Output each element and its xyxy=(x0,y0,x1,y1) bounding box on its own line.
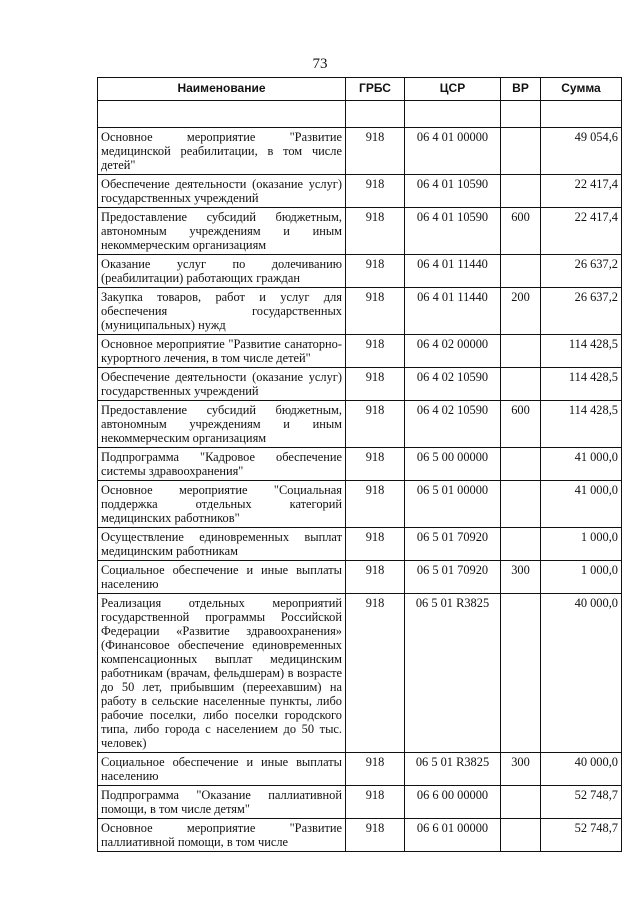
cell-name: Основное мероприятие "Развитие санаторно-курортного лечения, в том числе детей" xyxy=(98,335,346,368)
table-row xyxy=(98,819,622,852)
cell-sum: 114 428,5 xyxy=(541,401,622,448)
cell-name: Обеспечение деятельности (оказание услуг) государственных учреждений xyxy=(98,175,346,208)
cell-vr: 200 xyxy=(501,288,541,335)
cell-vr: 300 xyxy=(501,753,541,786)
cell-sum: 41 000,0 xyxy=(541,448,622,481)
cell-grbs: 918 xyxy=(346,819,405,852)
cell-vr xyxy=(501,175,541,208)
cell-sum: 40 000,0 xyxy=(541,753,622,786)
table-row xyxy=(98,594,622,753)
table-row xyxy=(98,753,622,786)
cell-vr xyxy=(501,819,541,852)
cell-csr: 06 4 01 11440 xyxy=(405,255,501,288)
table-row xyxy=(98,335,622,368)
cell-name: Обеспечение деятельности (оказание услуг) государственных учреждений xyxy=(98,368,346,401)
cell-name: Закупка товаров, работ и услуг для обеспечения государственных (муниципальных) нужд xyxy=(98,288,346,335)
cell-grbs: 918 xyxy=(346,786,405,819)
table-row xyxy=(98,786,622,819)
cell-csr: 06 4 02 00000 xyxy=(405,335,501,368)
cell-vr xyxy=(501,528,541,561)
header-grbs: ГРБС xyxy=(346,78,405,101)
cell-vr: 600 xyxy=(501,208,541,255)
cell-csr: 06 5 01 R3825 xyxy=(405,594,501,753)
cell-csr: 06 5 01 70920 xyxy=(405,561,501,594)
cell-name: Основное мероприятие "Развитие медицинской реабилитации, в том числе детей" xyxy=(98,128,346,175)
cell-vr xyxy=(501,128,541,175)
cell-grbs: 918 xyxy=(346,368,405,401)
cell-grbs: 918 xyxy=(346,528,405,561)
cell-grbs: 918 xyxy=(346,594,405,753)
cell-grbs: 918 xyxy=(346,561,405,594)
spacer-cell xyxy=(501,101,541,128)
cell-name: Предоставление субсидий бюджетным, автономным учреждениям и иным некоммерческим организациям xyxy=(98,208,346,255)
cell-sum: 22 417,4 xyxy=(541,175,622,208)
cell-sum: 52 748,7 xyxy=(541,819,622,852)
cell-name: Осуществление единовременных выплат медицинским работникам xyxy=(98,528,346,561)
cell-name: Основное мероприятие "Развитие паллиативной помощи, в том числе xyxy=(98,819,346,852)
cell-vr xyxy=(501,481,541,528)
cell-name: Реализация отдельных мероприятий государственной программы Российской Федерации «Развитие здравоохранения» (Финансовое обеспечение единовременных компенсационных выплат медицинским работникам (врачам, фельдшерам) в возрасте до 50 лет, прибывшим (переехавшим) на работу в сельские населенные пункты, либо рабочие поселки, либо поселки городского типа, либо города с населением до 50 тыс. человек) xyxy=(98,594,346,753)
cell-name: Социальное обеспечение и иные выплаты населению xyxy=(98,753,346,786)
budget-table xyxy=(97,77,622,852)
table-row xyxy=(98,288,622,335)
cell-sum: 40 000,0 xyxy=(541,594,622,753)
cell-name: Социальное обеспечение и иные выплаты населению xyxy=(98,561,346,594)
table-header xyxy=(98,78,622,101)
header-row xyxy=(98,78,622,101)
cell-vr: 300 xyxy=(501,561,541,594)
header-name: Наименование xyxy=(98,78,346,101)
spacer-cell xyxy=(346,101,405,128)
cell-name: Оказание услуг по долечиванию (реабилитации) работающих граждан xyxy=(98,255,346,288)
cell-csr: 06 4 02 10590 xyxy=(405,368,501,401)
cell-grbs: 918 xyxy=(346,401,405,448)
table-row xyxy=(98,128,622,175)
cell-grbs: 918 xyxy=(346,255,405,288)
cell-grbs: 918 xyxy=(346,128,405,175)
table-row xyxy=(98,175,622,208)
cell-csr: 06 5 00 00000 xyxy=(405,448,501,481)
cell-name: Предоставление субсидий бюджетным, автономным учреждениям и иным некоммерческим организациям xyxy=(98,401,346,448)
cell-sum: 1 000,0 xyxy=(541,528,622,561)
spacer-row xyxy=(98,101,622,128)
cell-grbs: 918 xyxy=(346,335,405,368)
cell-csr: 06 5 01 R3825 xyxy=(405,753,501,786)
cell-csr: 06 6 00 00000 xyxy=(405,786,501,819)
cell-name: Основное мероприятие "Социальная поддержка отдельных категорий медицинских работников" xyxy=(98,481,346,528)
cell-sum: 114 428,5 xyxy=(541,368,622,401)
cell-sum: 26 637,2 xyxy=(541,288,622,335)
cell-csr: 06 5 01 00000 xyxy=(405,481,501,528)
table-row xyxy=(98,368,622,401)
table-row xyxy=(98,561,622,594)
cell-csr: 06 4 01 10590 xyxy=(405,175,501,208)
table-row xyxy=(98,255,622,288)
cell-grbs: 918 xyxy=(346,448,405,481)
cell-csr: 06 4 01 00000 xyxy=(405,128,501,175)
cell-vr xyxy=(501,255,541,288)
cell-csr: 06 4 02 10590 xyxy=(405,401,501,448)
cell-grbs: 918 xyxy=(346,175,405,208)
cell-sum: 26 637,2 xyxy=(541,255,622,288)
cell-grbs: 918 xyxy=(346,753,405,786)
cell-grbs: 918 xyxy=(346,208,405,255)
page-number: 73 xyxy=(312,56,328,72)
cell-csr: 06 4 01 10590 xyxy=(405,208,501,255)
cell-vr xyxy=(501,335,541,368)
header-csr: ЦСР xyxy=(405,78,501,101)
cell-csr: 06 5 01 70920 xyxy=(405,528,501,561)
cell-name: Подпрограмма "Кадровое обеспечение системы здравоохранения" xyxy=(98,448,346,481)
cell-grbs: 918 xyxy=(346,481,405,528)
table-row xyxy=(98,528,622,561)
spacer-cell xyxy=(98,101,346,128)
cell-csr: 06 4 01 11440 xyxy=(405,288,501,335)
cell-sum: 52 748,7 xyxy=(541,786,622,819)
cell-sum: 22 417,4 xyxy=(541,208,622,255)
cell-grbs: 918 xyxy=(346,288,405,335)
spacer-cell xyxy=(405,101,501,128)
table-row xyxy=(98,481,622,528)
cell-sum: 49 054,6 xyxy=(541,128,622,175)
header-vr: ВР xyxy=(501,78,541,101)
cell-vr xyxy=(501,594,541,753)
cell-vr xyxy=(501,786,541,819)
table-row xyxy=(98,448,622,481)
cell-vr xyxy=(501,368,541,401)
table-row xyxy=(98,401,622,448)
cell-sum: 114 428,5 xyxy=(541,335,622,368)
table-body xyxy=(98,101,622,852)
cell-vr: 600 xyxy=(501,401,541,448)
cell-sum: 41 000,0 xyxy=(541,481,622,528)
cell-sum: 1 000,0 xyxy=(541,561,622,594)
cell-name: Подпрограмма "Оказание паллиативной помощи, в том числе детям" xyxy=(98,786,346,819)
cell-vr xyxy=(501,448,541,481)
spacer-cell xyxy=(541,101,622,128)
table-row xyxy=(98,208,622,255)
cell-csr: 06 6 01 00000 xyxy=(405,819,501,852)
header-sum: Сумма xyxy=(541,78,622,101)
